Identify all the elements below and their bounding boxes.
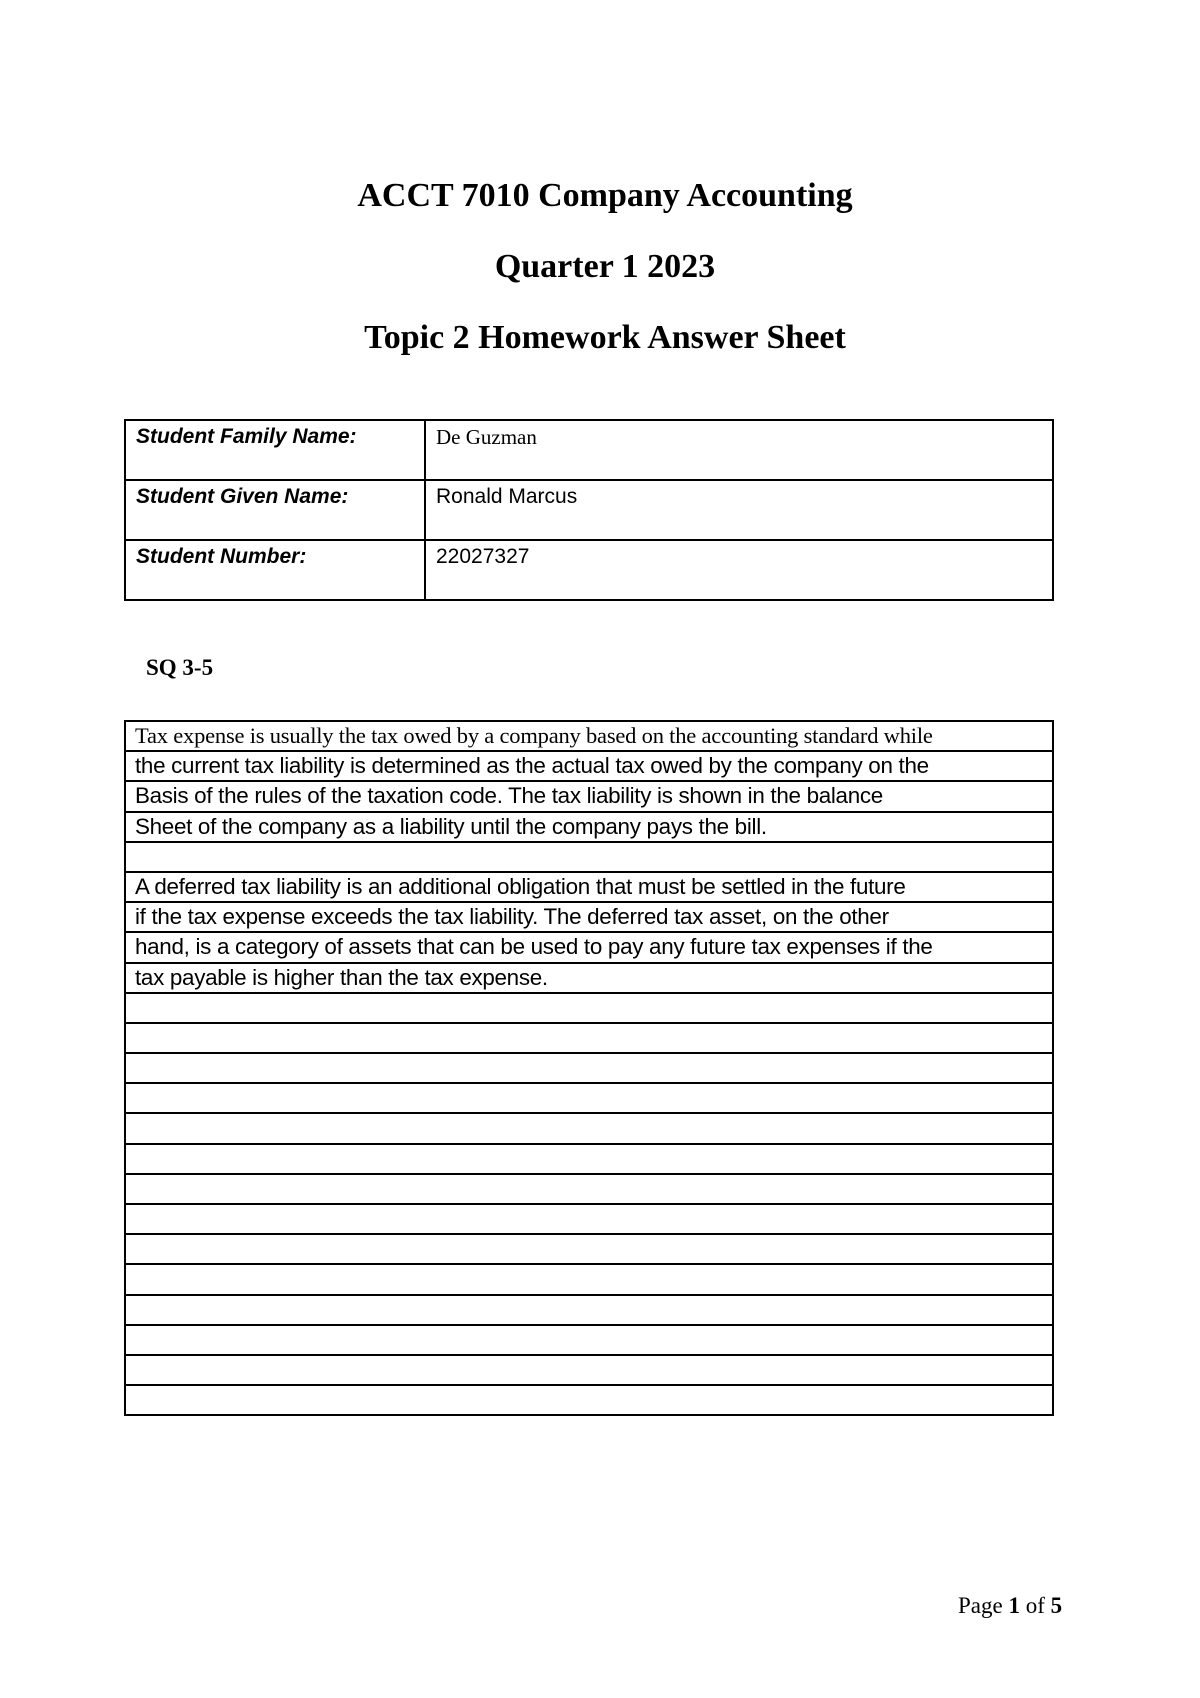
answer-line-text: [125, 1023, 1053, 1053]
answer-line: [125, 1023, 1053, 1053]
student-info-row: [125, 480, 1053, 540]
answer-line: [125, 781, 1053, 811]
answer-line: [125, 1325, 1053, 1355]
course-title: ACCT 7010 Company Accounting: [357, 177, 853, 214]
answer-line-text: [125, 1113, 1053, 1143]
answer-line-text: Tax expense is usually the tax owed by a company based on the accounting standard while: [125, 721, 1053, 751]
answer-line: [125, 1204, 1053, 1234]
answer-line-text: [125, 1053, 1053, 1083]
answer-line: [125, 751, 1053, 781]
question-heading: SQ 3-5: [146, 655, 214, 680]
answer-line-text: hand, is a category of assets that can be used to pay any future tax expenses if the: [125, 932, 1053, 962]
answer-line: [125, 1355, 1053, 1385]
answer-line-text: the current tax liability is determined as the actual tax owed by the company on the: [125, 751, 1053, 781]
answer-line-text: [125, 1295, 1053, 1325]
student-number-value: 22027327: [425, 540, 1053, 600]
answer-line: [125, 1144, 1053, 1174]
given-name-value: Ronald Marcus: [425, 480, 1053, 540]
of-word: of: [1025, 1593, 1045, 1618]
answer-line-text: [125, 842, 1053, 872]
family-name-value: De Guzman: [425, 420, 1053, 480]
given-name-label: Student Given Name:: [125, 480, 425, 540]
answer-line: [125, 812, 1053, 842]
answer-table: [124, 720, 1054, 1416]
family-name-label: Student Family Name:: [125, 420, 425, 480]
answer-line: [125, 721, 1053, 751]
answer-line: [125, 902, 1053, 932]
student-info-row: [125, 540, 1053, 600]
page-word: Page: [958, 1593, 1003, 1618]
answer-line-text: [125, 1325, 1053, 1355]
answer-line-text: Sheet of the company as a liability until the company pays the bill.: [125, 812, 1053, 842]
answer-line-text: A deferred tax liability is an additional obligation that must be settled in the future: [125, 872, 1053, 902]
answer-line-text: [125, 1264, 1053, 1294]
answer-line: [125, 1083, 1053, 1113]
answer-line-text: [125, 1355, 1053, 1385]
answer-line: [125, 1385, 1053, 1415]
answer-line: [125, 1264, 1053, 1294]
answer-line: [125, 993, 1053, 1023]
answer-line-text: tax payable is higher than the tax expense.: [125, 963, 1053, 993]
sheet-title: Topic 2 Homework Answer Sheet: [364, 319, 846, 356]
current-page-number: 1: [1008, 1593, 1020, 1618]
answer-line: [125, 872, 1053, 902]
total-page-count: 5: [1050, 1593, 1063, 1618]
answer-line: [125, 932, 1053, 962]
answer-line: [125, 1053, 1053, 1083]
answer-line-text: [125, 993, 1053, 1023]
answer-line-text: [125, 1144, 1053, 1174]
answer-line-text: Basis of the rules of the taxation code. The tax liability is shown in the balance: [125, 781, 1053, 811]
answer-line-text: [125, 1204, 1053, 1234]
term-title: Quarter 1 2023: [494, 248, 716, 285]
answer-line: [125, 1113, 1053, 1143]
answer-line-text: [125, 1083, 1053, 1113]
answer-line: [125, 1174, 1053, 1204]
answer-line: [125, 1295, 1053, 1325]
answer-line-text: [125, 1385, 1053, 1415]
student-info-row: [125, 420, 1053, 480]
answer-line: [125, 1234, 1053, 1264]
answer-line-text: if the tax expense exceeds the tax liability. The deferred tax asset, on the other: [125, 902, 1053, 932]
student-number-label: Student Number:: [125, 540, 425, 600]
answer-line-text: [125, 1174, 1053, 1204]
answer-line-text: [125, 1234, 1053, 1264]
answer-line: [125, 842, 1053, 872]
answer-line: [125, 963, 1053, 993]
student-info-table: [124, 419, 1054, 601]
page-footer: [958, 1593, 1062, 1619]
